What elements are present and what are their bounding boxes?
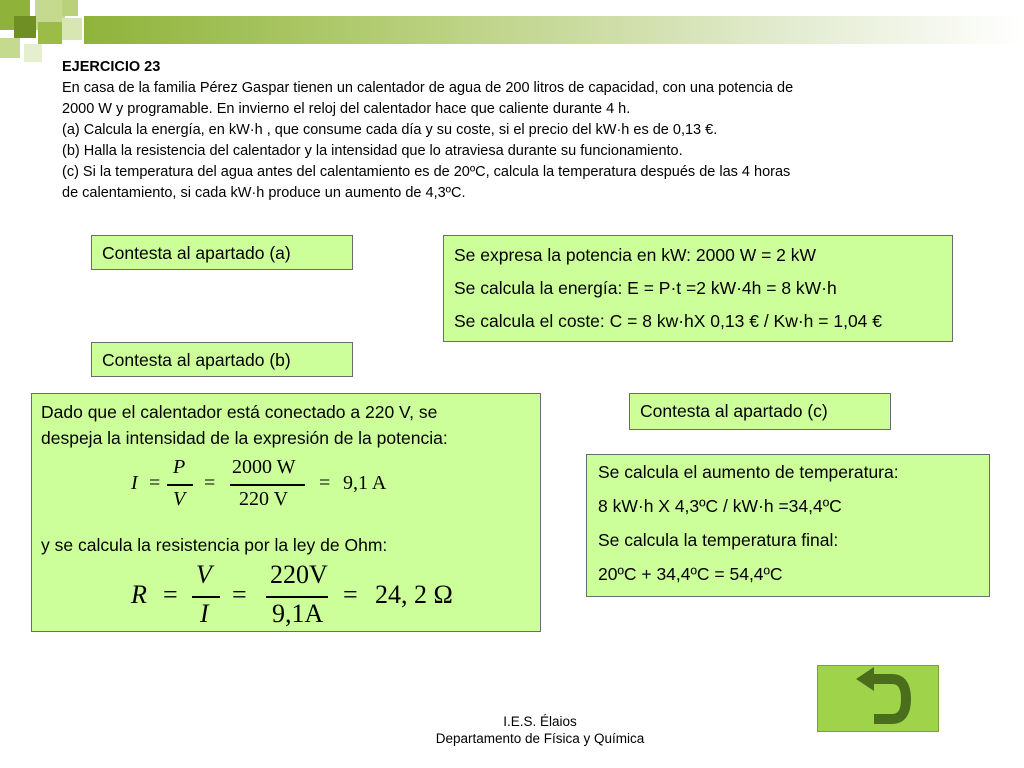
eq1-den2: 220 V bbox=[239, 488, 289, 510]
part-c-answer-line: Se calcula el aumento de temperatura: bbox=[598, 462, 899, 482]
eq2-equals: = bbox=[343, 580, 358, 609]
eq1-result: 9,1 A bbox=[343, 472, 387, 494]
eq2-equals: = bbox=[232, 580, 247, 609]
eq2-den2: 9,1A bbox=[272, 599, 324, 628]
eq1-num1: P bbox=[173, 456, 186, 478]
eq1-equals: = bbox=[204, 472, 216, 494]
part-a-label: Contesta al apartado (a) bbox=[102, 243, 291, 263]
eq1-fraction-bar bbox=[167, 484, 193, 486]
eq1-equals: = bbox=[149, 472, 161, 494]
exercise-line: de calentamiento, si cada kW·h produce un aumento de 4,3ºC. bbox=[62, 185, 466, 201]
part-a-answer-line: Se expresa la potencia en kW: 2000 W = 2 kW bbox=[454, 245, 817, 265]
eq2-fraction-bar bbox=[192, 596, 220, 598]
part-b-label: Contesta al apartado (b) bbox=[102, 350, 291, 370]
part-b-label-box[interactable] bbox=[91, 342, 353, 377]
part-c-answer-line: 20ºC + 34,4ºC = 54,4ºC bbox=[598, 564, 783, 584]
exercise-line: En casa de la familia Pérez Gaspar tienen un calentador de agua de 200 litros de capacidad, con una potencia de bbox=[62, 80, 794, 96]
part-b-middle-line: y se calcula la resistencia por la ley de Ohm: bbox=[41, 535, 388, 555]
part-a-answer-line: Se calcula la energía: E = P·t =2 kW·4h = 8 kW·h bbox=[454, 278, 837, 298]
eq2-equals: = bbox=[163, 580, 178, 609]
part-c-answer-line: Se calcula la temperatura final: bbox=[598, 530, 839, 550]
eq1-fraction-bar bbox=[230, 484, 305, 486]
part-a-label-box[interactable] bbox=[91, 235, 353, 270]
exercise-statement bbox=[62, 57, 962, 204]
eq2-result: 24, 2 Ω bbox=[375, 580, 453, 609]
eq1-num2: 2000 W bbox=[232, 456, 296, 478]
part-b-intro-line: despeja la intensidad de la expresión de la potencia: bbox=[41, 428, 448, 448]
exercise-line: (a) Calcula la energía, en kW·h , que consume cada día y su coste, si el precio del kW·h es de 0,13 €. bbox=[62, 122, 718, 138]
footer-department: Departamento de Física y Química bbox=[435, 731, 645, 746]
eq2-den1: I bbox=[200, 599, 209, 628]
part-c-label: Contesta al apartado (c) bbox=[640, 401, 828, 421]
eq1-den1: V bbox=[173, 488, 186, 510]
eq2-num2: 220V bbox=[270, 560, 328, 589]
eq2-lhs: R bbox=[131, 580, 147, 609]
exercise-line: (c) Si la temperatura del agua antes del calentamiento es de 20ºC, calcula la temperatura después de las 4 horas bbox=[62, 164, 791, 180]
eq1-lhs: I bbox=[131, 472, 138, 494]
return-arrow-icon bbox=[818, 666, 940, 733]
part-c-answer-line: 8 kW·h X 4,3ºC / kW·h =34,4ºC bbox=[598, 496, 842, 516]
footer-school: I.E.S. Élaios bbox=[503, 714, 577, 729]
part-a-answer-box bbox=[443, 235, 953, 342]
part-c-label-box[interactable] bbox=[629, 393, 891, 430]
eq2-num1: V bbox=[196, 560, 212, 589]
part-c-answer-box bbox=[586, 454, 990, 597]
exercise-line: (b) Halla la resistencia del calentador y la intensidad que lo atraviesa durante su funcionamiento. bbox=[62, 143, 683, 159]
eq1-equals: = bbox=[319, 472, 331, 494]
exercise-line: 2000 W y programable. En invierno el reloj del calentador hace que caliente durante 4 h. bbox=[62, 101, 631, 117]
return-button[interactable] bbox=[817, 665, 939, 732]
exercise-title: EJERCICIO 23 bbox=[62, 59, 161, 75]
part-b-intro-line: Dado que el calentador está conectado a 220 V, se bbox=[41, 402, 438, 422]
eq2-fraction-bar bbox=[266, 596, 328, 598]
part-b-answer-box bbox=[31, 393, 541, 632]
part-a-answer-line: Se calcula el coste: C = 8 kw·hX 0,13 € / Kw·h = 1,04 € bbox=[454, 311, 883, 331]
